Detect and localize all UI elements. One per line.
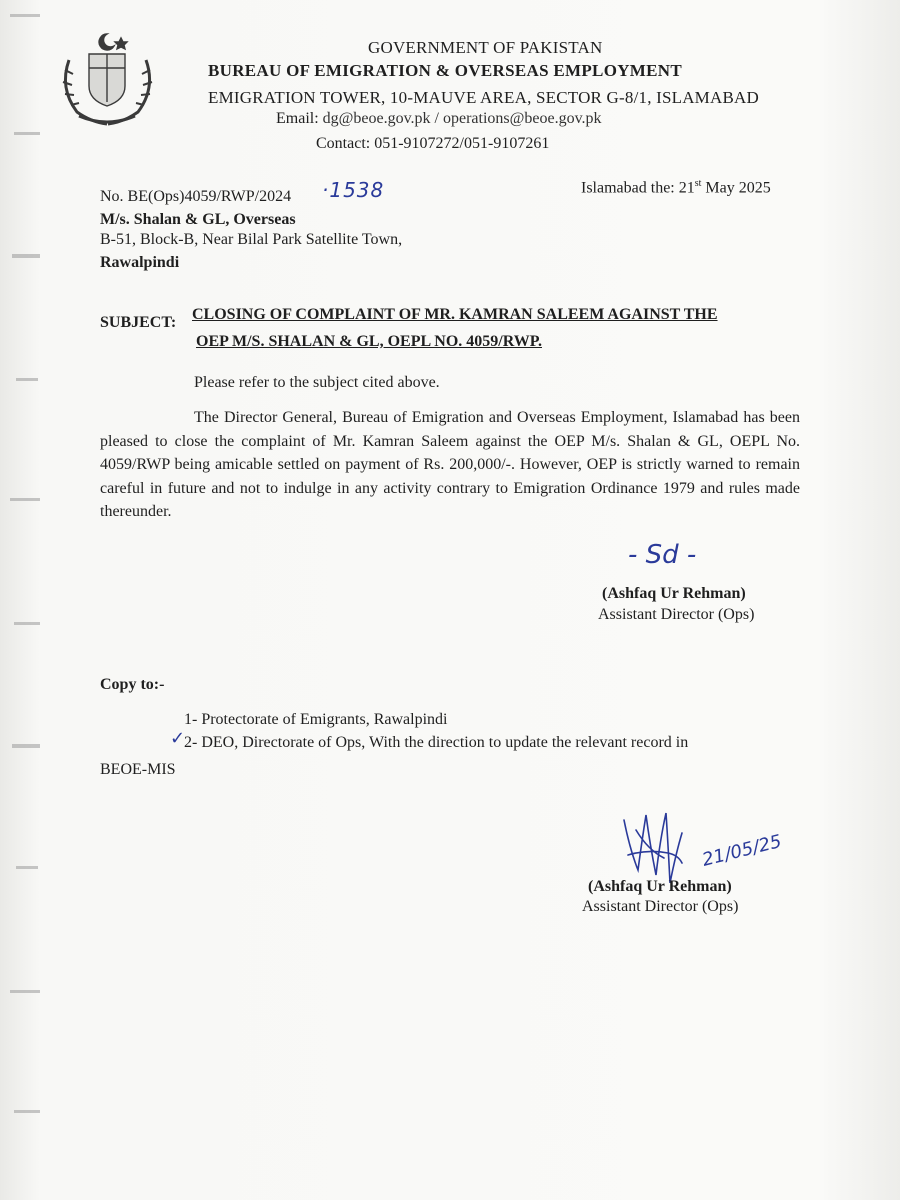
- contact-label: Contact:: [316, 135, 371, 152]
- copy-item-1: 1- Protectorate of Emigrants, Rawalpindi: [184, 711, 448, 728]
- letter-date: [581, 178, 771, 197]
- contact-value: 051-9107272/051-9107261: [374, 135, 550, 152]
- letterhead-address: EMIGRATION TOWER, 10-MAUVE AREA, SECTOR G-8/1, ISLAMABAD: [208, 88, 759, 107]
- letterhead-email: [276, 110, 602, 128]
- copy-to-label: Copy to:-: [100, 676, 165, 693]
- letterhead-contact: [316, 135, 549, 153]
- state-emblem-icon: [55, 30, 160, 130]
- signature-date: 21/05/25: [700, 830, 784, 871]
- handwritten-reference: ·1538: [322, 178, 385, 202]
- addressee-street: B-51, Block-B, Near Bilal Park Satellite Town,: [100, 231, 403, 248]
- email-label: Email:: [276, 110, 319, 127]
- subject-label: SUBJECT:: [100, 314, 177, 331]
- email-value: dg@beoe.gov.pk / operations@beoe.gov.pk: [322, 110, 602, 127]
- reference-number: No. BE(Ops)4059/RWP/2024: [100, 188, 292, 205]
- date-suffix: May 2025: [701, 179, 771, 197]
- handwritten-sd: - Sd -: [628, 540, 697, 570]
- body-intro: Please refer to the subject cited above.: [194, 374, 440, 391]
- copy-item-2: 2- DEO, Directorate of Ops, With the direction to update the relevant record in: [184, 734, 689, 751]
- signatory-name: (Ashfaq Ur Rehman): [602, 585, 746, 602]
- signatory-2-name: (Ashfaq Ur Rehman): [588, 878, 732, 895]
- letterhead-bureau: BUREAU OF EMIGRATION & OVERSEAS EMPLOYMENT: [208, 61, 682, 80]
- addressee-name: M/s. Shalan & GL, Overseas: [100, 211, 296, 228]
- signatory-2-title: Assistant Director (Ops): [582, 898, 739, 915]
- letterhead-government: GOVERNMENT OF PAKISTAN: [368, 38, 603, 57]
- scan-edge-noise: [0, 0, 60, 1200]
- subject-line-2: OEP M/S. SHALAN & GL, OEPL NO. 4059/RWP.: [196, 333, 542, 350]
- tick-mark-icon: ✓: [170, 728, 186, 749]
- subject-line-1: CLOSING OF COMPLAINT OF MR. KAMRAN SALEEM AGAINST THE: [192, 306, 718, 323]
- date-sup: st: [694, 178, 702, 189]
- addressee-city: Rawalpindi: [100, 254, 180, 271]
- date-prefix: Islamabad the: 21: [581, 179, 695, 197]
- copy-item-2-continued: BEOE-MIS: [100, 761, 176, 778]
- body-paragraph: The Director General, Bureau of Emigration and Overseas Employment, Islamabad has been pleased to close the complaint of Mr. Kamran Saleem against the OEP M/s. Shalan & GL, OEPL No. 4059/RWP being amicable settled on payment of Rs. 200,000/-. However, OEP is strictly warned to remain careful in future and not to indulge in any activity contrary to Emigration Ordinance 1979 and rules made thereunder.: [100, 409, 800, 520]
- signatory-title: Assistant Director (Ops): [598, 606, 755, 623]
